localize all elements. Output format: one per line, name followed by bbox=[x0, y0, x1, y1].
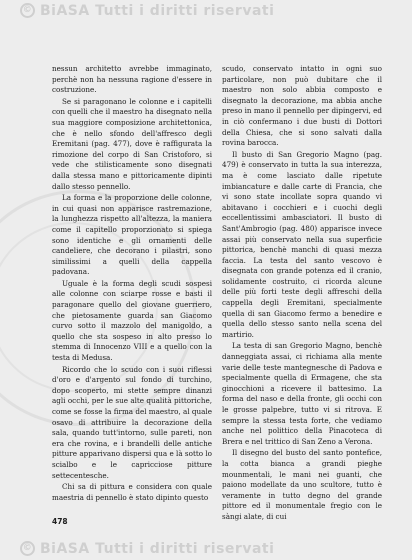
biasa-logo-icon: © bbox=[20, 541, 35, 556]
biasa-logo-icon: © bbox=[20, 3, 35, 18]
left-paragraph: nessun architetto avrebbe immaginato, perchè non ha nessuna ragione d'essere in costruzione. bbox=[52, 64, 212, 95]
left-paragraph: Uguale è la forma degli scudi sospesi alle colonne con sciarpe rosse e basti il paragonare quello del giovane guerriero, che pietosamente guarda san Giacomo curvo sotto il mazzolo del manigoldo, a quello che sta sospeso in alto presso lo stemma di Innocenzo VIII e a quello con la testa di Medusa. bbox=[52, 278, 212, 363]
watermark-top bbox=[0, 2, 412, 20]
right-paragraph: Il busto di San Gregorio Magno (pag. 479) è conservato in tutta la sua interezza, ma è come lasciato dalle ripetute imbiancature e dalle carte di Francia, che vi sono state incollate sopra quando vi abitavano i cocchieri e i cuochi degli eccellentissimi ambasciatori. Il busto di Sant'Ambrogio (pag. 480) apparisce invece assai più conservato nella sua superficie pittorica, benchè manchi di quasi mezza faccia. La testa del santo vescovo è disegnata con grande potenza ed il cranio, solidamente costruito, ci ricorda alcune delle più forti teste degli affreschi della cappella degli Eremitani, specialmente quella di san Giacomo fermo a benedire e quella dello stesso santo nella scena del martirio. bbox=[222, 149, 382, 339]
watermark-top-text: BiASA Tutti i diritti riservati bbox=[40, 3, 275, 19]
watermark-bottom bbox=[0, 540, 412, 558]
left-paragraph: Se si paragonano le colonne e i capitelli con quelli che il maestro ha disegnato nella sua maggiore composizione architettonica, che è nello sfondo dell'affresco degli Eremitani (pag. 477), dove è raffigurata la rimozione del corpo di San Cristoforo, si vede che stilisticamente sono disegnati dalla stessa mano e pittoricamente dipinti dallo stesso pennello. bbox=[52, 96, 212, 191]
right-text-column bbox=[222, 64, 382, 524]
right-paragraph: Il disegno del busto del santo pontefice, la cotta bianca a grandi pieghe mounmentali, le mani nei guanti, che paiono modellate da uno scultore, tutto è veramente in tutto degno del grande pittore ed il monumentale fregio con le sàngi alate, di cui bbox=[222, 448, 382, 521]
left-paragraph: Chi sa di pittura e considera con quale maestria di pennello è stato dipinto questo bbox=[52, 482, 212, 502]
page-number: 478 bbox=[52, 517, 68, 526]
right-paragraph: scudo, conservato intatto in ogni suo particolare, non può dubitare che il maestro non solo abbia composto e disegnato la decorazione, ma abbia anche preso in mano il pennello per dipingervi, ed in ciò confermano i due busti di Dottori della Chiesa, che si sono salvati dalla rovina barocca. bbox=[222, 64, 382, 148]
left-text-column bbox=[52, 64, 212, 504]
right-paragraph: La testa di san Gregorio Magno, benchè danneggiata assai, ci richiama alla mente varie delle teste mantegnesche di Padova e specialmente quella di Ermagene, che sta ginocchioni a ricevere il battesimo. La forma del naso e della fronte, gli occhi con le grosse palpebre, tutto vi si ritrova. E sempre la stessa testa forte, che vediamo anche nel polittico della Pinacoteca di Brera e nel trittico di San Zeno a Verona. bbox=[222, 341, 382, 446]
watermark-bottom-text: BiASA Tutti i diritti riservati bbox=[40, 541, 275, 557]
left-paragraph: La forma e la proporzione delle colonne, in cui quasi non apparisce rastremazione, la lunghezza rispetto all'altezza, la maniera come il capitello proporzionato si spiega sono identiche e gli ornamenti delle candeliere, che decorano i pilastri, sono similissimi a quelli della cappella padovana. bbox=[52, 193, 212, 277]
left-paragraph: Ricordo che lo scudo con i suoi riflessi d'oro e d'argento sul fondo di turchino, dopo scoperto, mi stette sempre dinanzi agli occhi, per le sue alte qualità pittoriche, come se fosse la firma del maestro, al quale osavo di attribuire la decorazione della sala, quando tutt'intorno, sulle pareti, non era che rovina, e i brandelli delle antiche pitture apparivano dispersi qua e là sotto lo scialbo e le capricciose pitture settecentesche. bbox=[52, 364, 212, 480]
